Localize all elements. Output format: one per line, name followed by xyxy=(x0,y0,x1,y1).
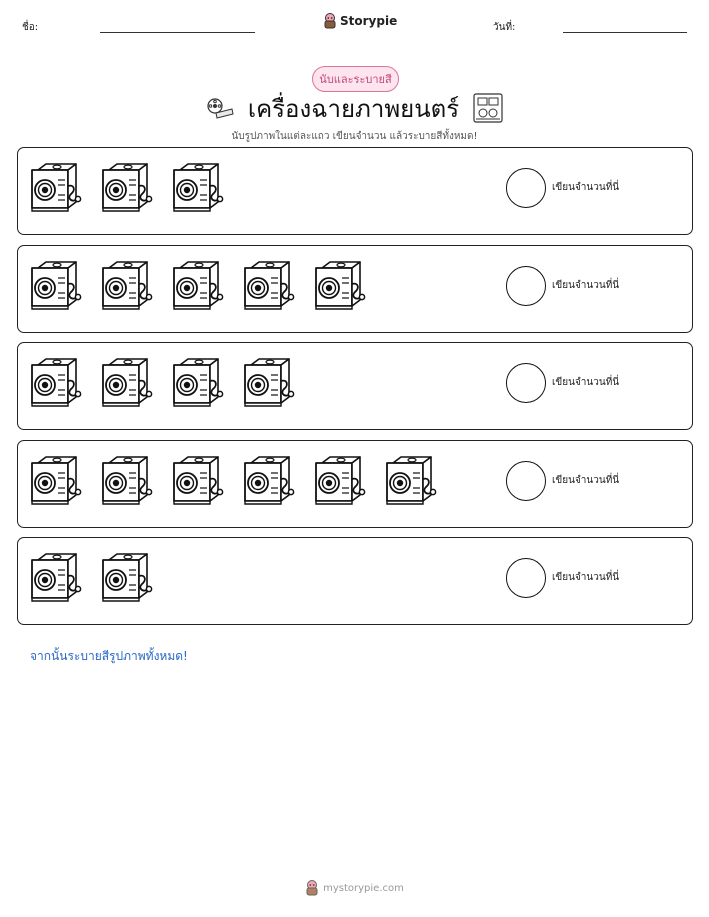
answer-circle[interactable] xyxy=(506,558,546,598)
name-field-line[interactable] xyxy=(100,32,255,33)
date-field-line[interactable] xyxy=(563,32,687,33)
title-row xyxy=(0,92,709,124)
film-projector-icon xyxy=(314,455,366,507)
film-projector-icon xyxy=(30,162,82,214)
film-reel-icon xyxy=(206,97,234,119)
film-projector-icon xyxy=(385,455,437,507)
answer-circle[interactable] xyxy=(506,461,546,501)
brand-name: Storypie xyxy=(340,14,398,28)
answer-label: เขียนจำนวนที่นี่ xyxy=(552,475,620,486)
footer-url[interactable]: mystorypie.com xyxy=(323,882,404,894)
row-icons xyxy=(30,162,224,214)
storypie-logo-icon xyxy=(323,13,337,29)
film-projector-icon xyxy=(243,455,295,507)
count-row-1 xyxy=(17,147,693,235)
film-projector-icon xyxy=(30,455,82,507)
film-projector-icon xyxy=(101,357,153,409)
category-badge: นับและระบายสี xyxy=(312,66,399,92)
answer-label: เขียนจำนวนที่นี่ xyxy=(552,377,620,388)
brand xyxy=(323,13,397,29)
film-projector-icon xyxy=(172,455,224,507)
answer-circle[interactable] xyxy=(506,266,546,306)
instructions: นับรูปภาพในแต่ละแถว เขียนจำนวน แล้วระบายสีทั้งหมด! xyxy=(231,131,478,142)
film-projector-icon xyxy=(101,455,153,507)
answer-circle[interactable] xyxy=(506,168,546,208)
answer-label: เขียนจำนวนที่นี่ xyxy=(552,182,620,193)
answer-circle[interactable] xyxy=(506,363,546,403)
row-icons xyxy=(30,455,437,507)
answer-label: เขียนจำนวนที่นี่ xyxy=(552,280,620,291)
date-label: วันที่: xyxy=(493,22,516,33)
row-icons xyxy=(30,260,366,312)
row-icons xyxy=(30,357,295,409)
film-projector-icon xyxy=(172,357,224,409)
cinema-scene-icon xyxy=(473,93,503,123)
count-row-3 xyxy=(17,342,693,430)
count-row-5 xyxy=(17,537,693,625)
film-projector-icon xyxy=(30,552,82,604)
row-icons xyxy=(30,552,153,604)
film-projector-icon xyxy=(101,162,153,214)
film-projector-icon xyxy=(30,260,82,312)
name-label: ชื่อ: xyxy=(22,22,39,33)
film-projector-icon xyxy=(243,357,295,409)
footer xyxy=(0,880,709,896)
film-projector-icon xyxy=(314,260,366,312)
count-row-2 xyxy=(17,245,693,333)
film-projector-icon xyxy=(101,260,153,312)
coloring-instruction: จากนั้นระบายสีรูปภาพทั้งหมด! xyxy=(30,649,188,663)
count-row-4 xyxy=(17,440,693,528)
storypie-logo-icon xyxy=(305,880,319,896)
film-projector-icon xyxy=(172,260,224,312)
page-title: เครื่องฉายภาพยนตร์ xyxy=(247,94,460,123)
film-projector-icon xyxy=(172,162,224,214)
answer-label: เขียนจำนวนที่นี่ xyxy=(552,572,620,583)
film-projector-icon xyxy=(243,260,295,312)
film-projector-icon xyxy=(30,357,82,409)
film-projector-icon xyxy=(101,552,153,604)
